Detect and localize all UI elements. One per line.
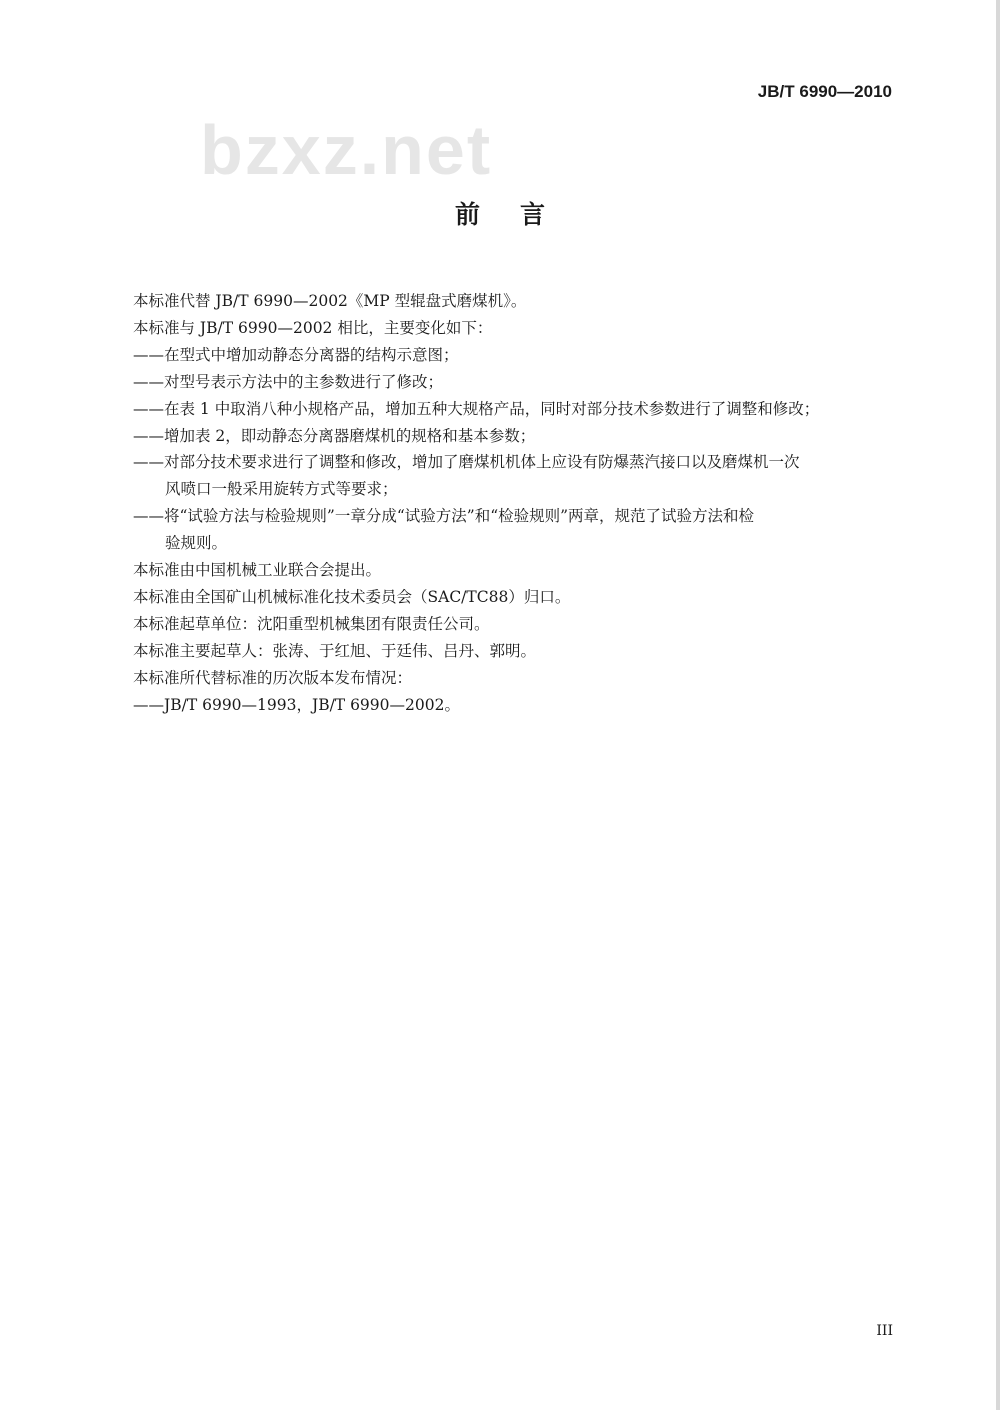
paragraph: 本标准代替 JB/T 6990—2002《MP 型辊盘式磨煤机》。 xyxy=(133,292,527,310)
standard-code: JB/T 6990—2010 xyxy=(757,82,892,101)
paragraph: 本标准起草单位：沈阳重型机械集团有限责任公司。 xyxy=(133,614,490,633)
list-item: ——JB/T 6990—1993，JB/T 6990—2002。 xyxy=(133,695,460,714)
paragraph: 本标准由全国矿山机械标准化技术委员会（SAC/TC88）归口。 xyxy=(133,587,571,606)
paragraph: 本标准所代替标准的历次版本发布情况： xyxy=(133,668,413,687)
list-item-continuation: 风喷口一般采用旋转方式等要求； xyxy=(165,480,398,499)
page-number: III xyxy=(876,1323,893,1339)
list-item: ——在型式中增加动静态分离器的结构示意图； xyxy=(133,345,459,364)
paragraph: 本标准主要起草人：张涛、于红旭、于廷伟、吕丹、郭明。 xyxy=(133,641,537,660)
paragraph: 本标准由中国机械工业联合会提出。 xyxy=(133,561,382,580)
watermark: bzxz.net xyxy=(200,111,493,189)
list-item: ——在表 1 中取消八种小规格产品，增加五种大规格产品，同时对部分技术参数进行了调整和修改； xyxy=(133,399,820,418)
list-item: ——对部分技术要求进行了调整和修改，增加了磨煤机机体上应设有防爆蒸汽接口以及磨煤机一次 xyxy=(133,453,800,472)
paragraph: 本标准与 JB/T 6990—2002 相比，主要变化如下： xyxy=(133,318,493,337)
list-item-continuation: 验规则。 xyxy=(165,534,228,553)
foreword-body xyxy=(133,288,913,719)
list-item: ——增加表 2，即动静态分离器磨煤机的规格和基本参数； xyxy=(133,426,536,445)
list-item: ——对型号表示方法中的主参数进行了修改； xyxy=(133,372,444,391)
list-item: ——将“试验方法与检验规则”一章分成“试验方法”和“检验规则”两章，规范了试验方法和检 xyxy=(133,507,755,526)
page-edge-shadow xyxy=(996,0,1000,1410)
page-title: 前言 xyxy=(454,200,585,229)
